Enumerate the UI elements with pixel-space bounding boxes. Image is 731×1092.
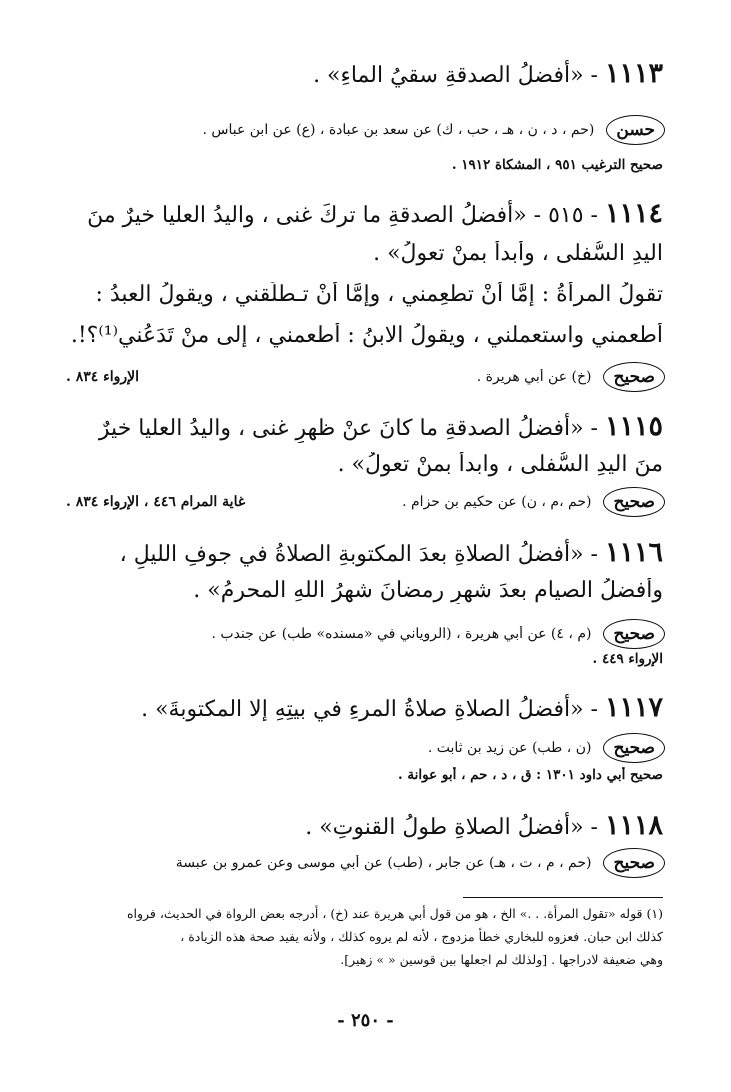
grade-badge: صحيح: [603, 848, 665, 878]
hadith-reference: صحيح الترغيب ٩٥١ ، المشكاة ١٩١٢ .: [451, 157, 663, 173]
hadith-reference: الإرواء ٨٣٤ .: [66, 369, 140, 385]
hadith-text: - «أفضلُ الصلاةِ صلاةُ المرءِ في بيتِهِ إلا المكتوبةَ» .: [141, 697, 598, 722]
hadith-text: - ٥١٥ - «أفضلُ الصدقةِ ما تركَ غنى ، واليدُ العليا خيرٌ منَ: [87, 203, 598, 228]
footnote-divider: [463, 897, 663, 898]
hadith-1114-source-row: [66, 362, 665, 392]
hadith-source: (حم ، د ، ن ، هـ ، حب ، ك) عن سعد بن عبادة ، (ع) عن ابن عباس .: [202, 122, 595, 138]
hadith-1117-line-1: [66, 692, 663, 724]
hadith-reference: غاية المرام ٤٤٦ ، الإرواء ٨٣٤ .: [66, 494, 246, 510]
hadith-1115-source-row: [66, 487, 665, 517]
grade-badge: صحيح: [603, 619, 665, 649]
hadith-reference: الإرواء ٤٤٩ .: [592, 651, 663, 667]
hadith-1118-source-row: [66, 848, 665, 878]
hadith-1116-line-1: [66, 537, 663, 569]
hadith-reference: صحيح أبي داود ١٣٠١ : ق ، د ، حم ، أبو عوانة .: [398, 767, 663, 783]
hadith-number: ١١١٥: [604, 411, 663, 442]
hadith-source: (حم ، م ، ت ، هـ) عن جابر ، (طب) عن أبي موسى وعن عمرو بن عبسة: [175, 855, 592, 871]
hadith-text: منَ اليدِ السُّفلى ، وابدأ بمنْ تعولُ» .: [337, 452, 663, 477]
hadith-number: ١١١٦: [604, 537, 663, 568]
hadith-source: (حم ،م ، ن) عن حكيم بن حزام .: [402, 494, 592, 510]
hadith-1114-line-1: [66, 198, 663, 230]
hadith-1116-source-row: [66, 619, 665, 649]
hadith-text: تقولُ المرأةُ : إمَّا أنْ تطعِمني ، وإمَّا أنْ تـطلِّقني ، ويقولُ العبدُ :: [95, 282, 663, 307]
hadith-number: ١١١٧: [604, 692, 663, 723]
footnote-line: وهي ضعيفة لادراجها . [ولذلك لم اجعلها بين قوسين « » زهير].: [340, 952, 663, 967]
grade-badge: صحيح: [603, 362, 665, 392]
hadith-text: - «أفضلُ الصلاةِ طولُ القنوتِ» .: [305, 815, 598, 840]
hadith-text: - «أفضلُ الصدقةِ ما كانَ عنْ ظهرِ غنى ، واليدُ العليا خيرٌ: [98, 416, 598, 441]
hadith-1115-line-1: [66, 411, 663, 443]
hadith-source: (خ) عن أبي هريرة .: [476, 369, 592, 385]
grade-badge: حسن: [606, 115, 665, 145]
hadith-1117-source-row: [66, 733, 665, 763]
hadith-1113-line-1: [66, 58, 663, 90]
hadith-number: ١١١٤: [604, 198, 663, 229]
hadith-text: اليدِ السُّفلى ، وأبدأ بمنْ تعولُ» .: [373, 241, 663, 266]
hadith-number: ١١١٨: [604, 810, 663, 841]
hadith-text: وأفضلُ الصيامِ بعدَ شهرِ رمضانَ شهرُ اللهِ المحرمُ» .: [193, 578, 663, 603]
hadith-text: - «أفضلُ الصدقةِ سقيُ الماءِ» .: [313, 63, 598, 88]
footnote-line: (١) قوله «تقول المرأة. . .» الخ ، هو من قول أبي هريرة عند (خ) ، أدرجه بعض الرواة في الحديث، فرواه: [126, 906, 663, 921]
grade-badge: صحيح: [603, 487, 665, 517]
hadith-text: - «أفضلُ الصلاةِ بعدَ المكتوبةِ الصلاةُ في جوفِ الليلِ ،: [119, 542, 598, 567]
hadith-number: ١١١٣: [604, 58, 663, 89]
hadith-source: (ن ، طب) عن زيد بن ثابت .: [427, 740, 592, 756]
footnote-line: كذلك ابن حبان. فعزوه للبخاري خطأ مزدوج ، لأنه لم يروه كذلك ، ولأنه يفيد صحة هذه الزيادة ،: [180, 929, 663, 944]
page-number: - ٢٥٠ -: [337, 1010, 394, 1031]
hadith-1113-source-row: [66, 115, 665, 145]
grade-badge: صحيح: [603, 733, 665, 763]
hadith-source: (م ، ٤) عن أبي هريرة ، (الروياني في «مسنده» طب) عن جندب .: [211, 626, 592, 642]
hadith-1118-line-1: [66, 810, 663, 842]
hadith-text: أطعمني واستعملني ، ويقولُ الابنُ : أطعمني ، إلى منْ تَدَعُني⁽¹⁾؟!.: [70, 323, 663, 348]
